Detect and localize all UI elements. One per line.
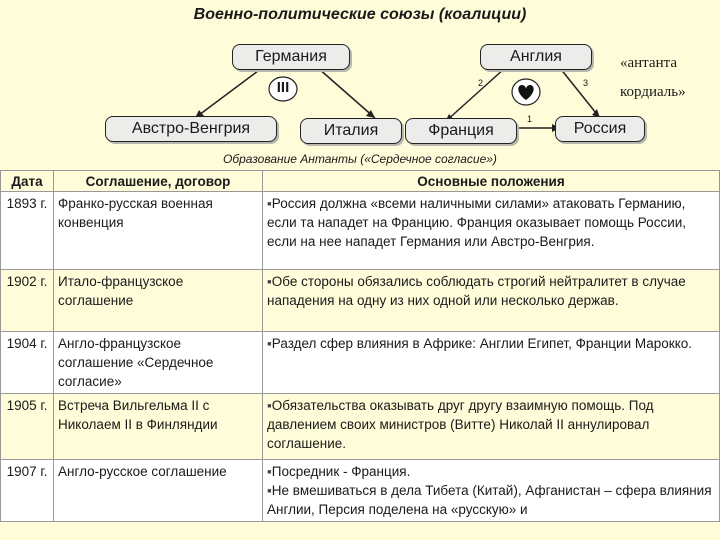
diagram-caption: Образование Антанты («Сердечное согласие»)	[223, 152, 497, 166]
row-date: 1904 г.	[1, 332, 54, 394]
alliance-diagram-lines	[0, 0, 720, 170]
table-row	[1, 270, 720, 332]
header-agreement: Соглашение, договор	[54, 171, 263, 192]
edge-number-3: 3	[583, 78, 589, 88]
node-russia: Россия	[555, 116, 645, 142]
node-germany: Германия	[232, 44, 350, 70]
node-england: Англия	[480, 44, 592, 70]
node-france: Франция	[405, 118, 517, 144]
row-date: 1902 г.	[1, 270, 54, 332]
row-date: 1907 г.	[1, 460, 54, 522]
row-agreement: Франко-русская военная конвенция	[54, 192, 263, 270]
edge-number-2: 2	[478, 78, 484, 88]
row-provisions: ▪Посредник - Франция. ▪Не вмешиваться в дела Тибета (Китай), Афганистан – сфера влияния Англии, Персия поделена на «русскую» и	[263, 460, 720, 522]
table-row	[1, 460, 720, 522]
row-agreement: Итало-французское соглашение	[54, 270, 263, 332]
agreements-table	[0, 170, 720, 522]
table-row	[1, 192, 720, 270]
page-title: Военно-политические союзы (коалиции)	[193, 6, 527, 23]
row-agreement: Встреча Вильгельма II с Николаем II в Финляндии	[54, 394, 263, 460]
row-agreement: Англо-французское соглашение «Сердечное согласие»	[54, 332, 263, 394]
node-austria-hungary: Австро-Венгрия	[105, 116, 277, 142]
row-agreement: Англо-русское соглашение	[54, 460, 263, 522]
row-date: 1905 г.	[1, 394, 54, 460]
row-provisions: ▪Обе стороны обязались соблюдать строгий нейтралитет в случае нападения на одну из них одной или несколько держав.	[263, 270, 720, 332]
node-italy: Италия	[300, 118, 402, 144]
table-row	[1, 332, 720, 394]
row-provisions: ▪Раздел сфер влияния в Африке: Англии Египет, Франции Марокко.	[263, 332, 720, 394]
row-provisions: ▪Обязательства оказывать друг другу взаимную помощь. Под давлением своих министров (Витте) Николай II аннулировал соглашение.	[263, 394, 720, 460]
entente-label-line2: кордиаль»	[620, 84, 686, 100]
triple-alliance-mark: III	[276, 79, 290, 96]
row-provisions: ▪Россия должна «всеми наличными силами» атаковать Германию, если та нападет на Францию. Франция оказывает помощь России, если на нее нападет Германия или Австро-Венгрия.	[263, 192, 720, 270]
header-date: Дата	[1, 171, 54, 192]
row-date: 1893 г.	[1, 192, 54, 270]
edge-number-1: 1	[527, 114, 533, 124]
table-row	[1, 394, 720, 460]
header-provisions: Основные положения	[263, 171, 720, 192]
entente-label-line1: «антанта	[620, 55, 678, 71]
table-header-row	[1, 171, 720, 192]
